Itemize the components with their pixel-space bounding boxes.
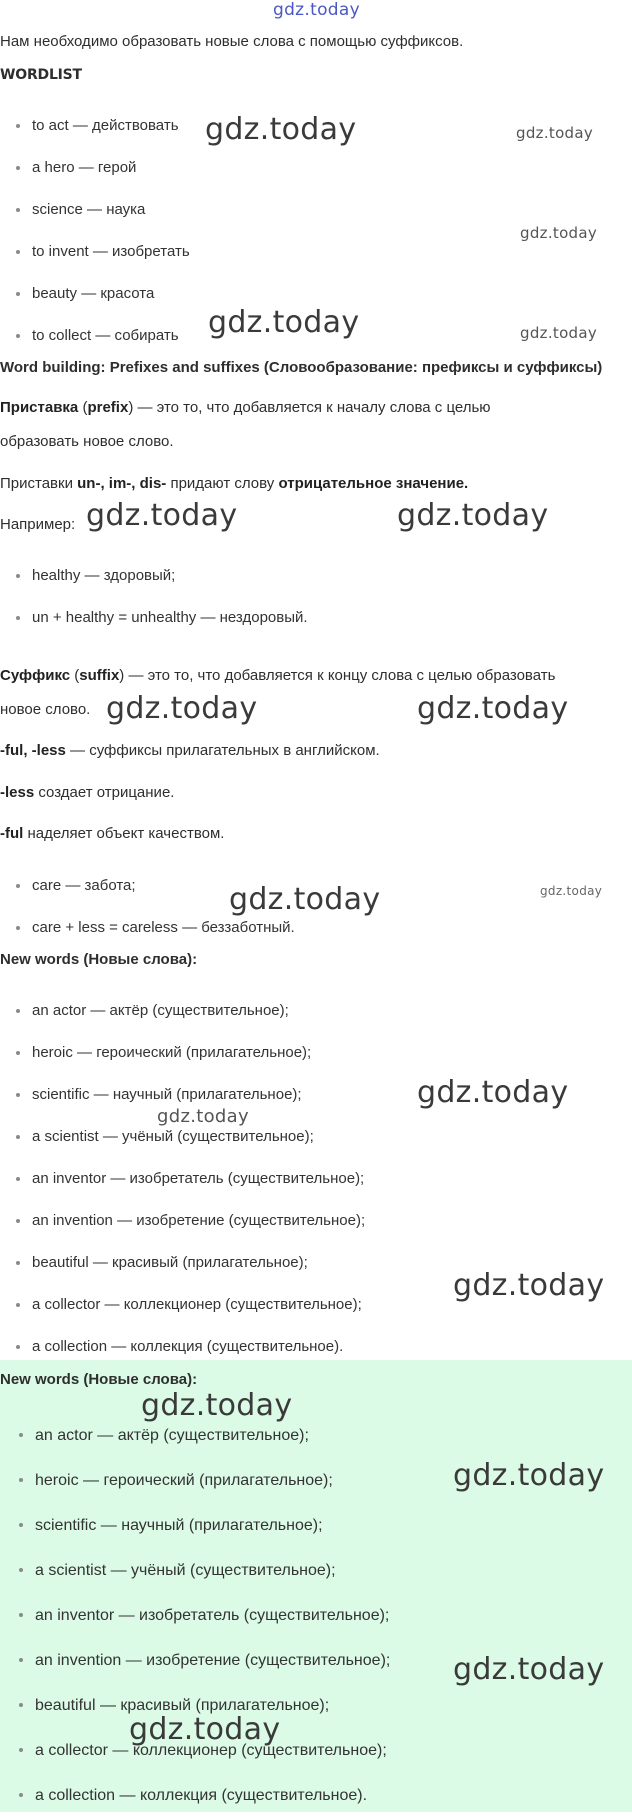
- watermark: gdz.today: [157, 1106, 249, 1127]
- bullet-icon: [16, 1135, 20, 1139]
- bullet-icon: [16, 1051, 20, 1055]
- suffix-definition: Суффикс (suffix) — это то, что добавляется к концу слова с целью образовать: [0, 667, 556, 684]
- bullet-icon: [16, 616, 20, 620]
- watermark: gdz.today: [417, 1075, 569, 1110]
- bullet-icon: [19, 1613, 23, 1617]
- bullet-icon: [19, 1433, 23, 1437]
- watermark: gdz.today: [453, 1458, 605, 1493]
- watermark: gdz.today: [86, 498, 238, 533]
- bullet-icon: [16, 1009, 20, 1013]
- document-page: gdz.today Нам необходимо образовать новые слова с помощью суффиксов. WORDLIST to act — действовать a hero — герой science — наука to invent — изобретать beauty — красота to collect — собирать Word building: Prefixes and suffixes (Словообразование: префиксы и суффиксы) Приставка (prefix) — это то, что добавляется к началу слова с целью образовать новое слово. Приставки un-, im-, dis- придают слову отрицательное значение. Например: healthy — здоровый; un + healthy = unhealthy — нездоровый. Суффикс (suffix) — это то, что добавляется к концу слова с целью образовать новое слово. -ful, -less — суффиксы прилагательных в английском. -less создает отрицание. -ful наделяет объект качеством. care — забота; care + less = careless — беззаботный. New words (Новые слова): an actor — актёр (существительное); heroic — героический (прилагательное); scientific — научный (прилагательное); a scientist — учёный (существительное); an inventor — изобретатель (существительное); an invention — изобретение (существительное); beautiful — красивый (прилагательное); a collector — коллекционер (существительное); a collection — коллекция (существительное). New words (Новые слова): an actor — актёр (существительное); heroic — героический (прилагательное); scientific — научный (прилагательное); a scientist — учёный (существительное); an inventor — изобретатель (существительное); an invention — изобретение (существительное); beautiful — красивый (прилагательное); a collector — коллекционер (существительное); a collection — коллекция (существительное). gdz.today gdz.today gdz.today gdz.today gdz.today gdz.today gdz.today gdz.today gdz.today gdz.today gdz.today gdz.today gdz.today gdz.today gdz.today gdz.today gdz.today gdz.today: [0, 0, 632, 1812]
- watermark: gdz.today: [417, 691, 569, 726]
- bullet-icon: [19, 1658, 23, 1662]
- watermark: gdz.today: [516, 124, 594, 142]
- answer-title: New words (Новые слова):: [0, 1371, 198, 1388]
- bullet-icon: [16, 1219, 20, 1223]
- watermark: gdz.today: [106, 691, 258, 726]
- bullet-icon: [19, 1478, 23, 1482]
- bullet-icon: [16, 574, 20, 578]
- bullet-icon: [16, 1261, 20, 1265]
- wordlist-title: WORDLIST: [0, 67, 82, 83]
- watermark: gdz.today: [229, 882, 381, 917]
- bullet-icon: [16, 1345, 20, 1349]
- watermark-top: gdz.today: [273, 0, 360, 20]
- bullet-icon: [16, 166, 20, 170]
- word-building-title: Word building: Prefixes and suffixes (Словообразование: префиксы и суффиксы): [0, 359, 603, 376]
- bullet-icon: [19, 1523, 23, 1527]
- bullet-icon: [19, 1568, 23, 1572]
- bullet-icon: [19, 1748, 23, 1752]
- bullet-icon: [19, 1703, 23, 1707]
- bullet-icon: [16, 124, 20, 128]
- bullet-icon: [16, 292, 20, 296]
- bullet-icon: [16, 1177, 20, 1181]
- bullet-icon: [16, 1093, 20, 1097]
- suffix-definition-line2: новое слово.: [0, 701, 91, 718]
- watermark: gdz.today: [141, 1388, 293, 1423]
- prefix-note: Приставки un-, im-, dis- придают слову отрицательное значение.: [0, 475, 469, 492]
- watermark: gdz.today: [129, 1712, 281, 1747]
- watermark: gdz.today: [520, 224, 598, 242]
- bullet-icon: [16, 250, 20, 254]
- bullet-icon: [16, 926, 20, 930]
- watermark: gdz.today: [540, 884, 603, 898]
- watermark: gdz.today: [520, 324, 598, 342]
- bullet-icon: [16, 884, 20, 888]
- bullet-icon: [16, 334, 20, 338]
- prefix-definition-line2: образовать новое слово.: [0, 433, 174, 450]
- bullet-icon: [16, 1303, 20, 1307]
- watermark: gdz.today: [208, 305, 360, 340]
- prefix-definition: Приставка (prefix) — это то, что добавляется к началу слова с целью: [0, 399, 491, 416]
- example-label: Например:: [0, 516, 76, 533]
- bullet-icon: [19, 1793, 23, 1797]
- new-words-title: New words (Новые слова):: [0, 951, 198, 968]
- watermark: gdz.today: [205, 112, 357, 147]
- watermark: gdz.today: [397, 498, 549, 533]
- intro-text: Нам необходимо образовать новые слова с помощью суффиксов.: [0, 33, 464, 50]
- watermark: gdz.today: [453, 1652, 605, 1687]
- suffix-line: -ful, -less — суффиксы прилагательных в английском.: [0, 742, 380, 759]
- suffix-line: -less создает отрицание.: [0, 784, 175, 801]
- bullet-icon: [16, 208, 20, 212]
- watermark: gdz.today: [453, 1268, 605, 1303]
- suffix-line: -ful наделяет объект качеством.: [0, 825, 225, 842]
